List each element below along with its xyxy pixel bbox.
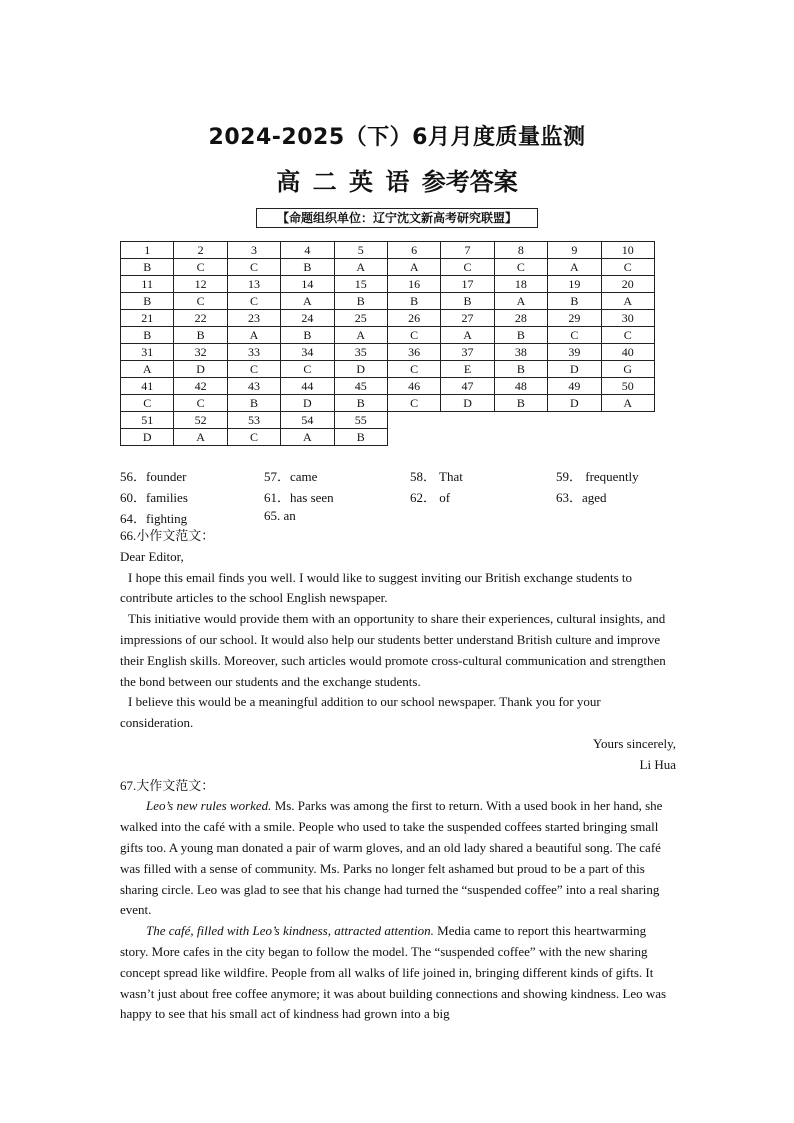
question-number: 18 xyxy=(494,276,547,293)
answer-letter: D xyxy=(174,361,227,378)
letter-signature: Li Hua xyxy=(639,756,676,772)
question-number: 33 xyxy=(227,344,280,361)
empty-cell xyxy=(441,429,494,446)
question-number: 21 xyxy=(121,310,174,327)
answer-row xyxy=(121,429,655,446)
question-number: 48 xyxy=(494,378,547,395)
question-number: 44 xyxy=(281,378,334,395)
answer-letter: B xyxy=(227,395,280,412)
question-number: 30 xyxy=(601,310,654,327)
fill-answer: 62． of xyxy=(410,490,451,505)
question-number: 5 xyxy=(334,242,387,259)
letter-paragraph: I believe this would be a meaningful addition to our school newspaper. Thank you for your consideration. xyxy=(120,694,601,731)
question-number: 37 xyxy=(441,344,494,361)
answer-letter: C xyxy=(281,361,334,378)
question-number: 4 xyxy=(281,242,334,259)
empty-cell xyxy=(494,412,547,429)
page-subtitle: 高 二 英 语 参考答案 xyxy=(276,168,518,196)
answer-letter: B xyxy=(334,293,387,310)
empty-cell xyxy=(441,412,494,429)
fill-row xyxy=(120,466,680,487)
fill-answer: 65. an xyxy=(264,508,296,523)
answer-letter: C xyxy=(121,395,174,412)
question-number: 31 xyxy=(121,344,174,361)
answer-letter: C xyxy=(548,327,601,344)
empty-cell xyxy=(601,429,654,446)
question-number: 32 xyxy=(174,344,227,361)
question-number: 55 xyxy=(334,412,387,429)
question-number-row xyxy=(121,310,655,327)
answer-letter: B xyxy=(174,327,227,344)
question-number: 3 xyxy=(227,242,280,259)
answer-letter: C xyxy=(601,259,654,276)
question-number: 34 xyxy=(281,344,334,361)
letter-paragraph: This initiative would provide them with an opportunity to share their experiences, cultural insights, and impressions of our school. It would also help our students better understand British culture and improve their English skills. Moreover, such articles would promote cross-cultural communication and strengthen the bond between our students and the exchange students. xyxy=(120,611,666,689)
answer-letter: D xyxy=(548,361,601,378)
answer-letter: C xyxy=(387,327,440,344)
empty-cell xyxy=(494,429,547,446)
answer-letter: B xyxy=(281,259,334,276)
paragraph-text: Media came to report this heartwarming story. More cafes in the city began to follow the model. The “suspended coffee” with the new sharing concept spread like wildfire. People from all walks of life joined in, bringing different kinds of gifts. It wasn’t just about free coffee anymore; it was about building connections and showing kindness. Leo was happy to see that his small act of kindness had grown into a big xyxy=(120,923,667,1022)
answer-letter: A xyxy=(601,293,654,310)
answer-letter: B xyxy=(334,429,387,446)
fill-answer: 57．came xyxy=(264,469,318,484)
question-number: 28 xyxy=(494,310,547,327)
answer-letter: B xyxy=(494,361,547,378)
answer-letter: A xyxy=(334,259,387,276)
question-number-row xyxy=(121,242,655,259)
letter-closing: Yours sincerely, xyxy=(592,735,676,751)
answer-letter: B xyxy=(441,293,494,310)
answer-letter: C xyxy=(227,429,280,446)
fill-answer: 59． frequently xyxy=(556,469,639,484)
essay-paragraph xyxy=(120,796,676,921)
question-number: 25 xyxy=(334,310,387,327)
question-number: 29 xyxy=(548,310,601,327)
answer-letter: D xyxy=(281,395,334,412)
question-number: 49 xyxy=(548,378,601,395)
answer-letter: B xyxy=(121,259,174,276)
question-number-row xyxy=(121,344,655,361)
answer-letter: C xyxy=(601,327,654,344)
empty-cell xyxy=(548,429,601,446)
empty-cell xyxy=(601,412,654,429)
essay-paragraph xyxy=(120,921,676,1025)
answer-letter: D xyxy=(121,429,174,446)
answer-letter: B xyxy=(121,293,174,310)
question-number: 17 xyxy=(441,276,494,293)
question-number: 43 xyxy=(227,378,280,395)
question-number: 6 xyxy=(387,242,440,259)
question-number: 27 xyxy=(441,310,494,327)
question-number: 14 xyxy=(281,276,334,293)
answer-letter: B xyxy=(281,327,334,344)
page-title: 2024-2025（下）6月月度质量监测 xyxy=(208,125,586,150)
answer-letter: B xyxy=(334,395,387,412)
fill-answer: 61．has seen xyxy=(264,490,334,505)
answer-letter: B xyxy=(121,327,174,344)
answer-letter: B xyxy=(494,395,547,412)
empty-cell xyxy=(387,429,440,446)
small-essay-label: 66.小作文范文： xyxy=(120,528,215,543)
question-number: 26 xyxy=(387,310,440,327)
answer-letter: A xyxy=(281,429,334,446)
question-number-row xyxy=(121,276,655,293)
question-number: 50 xyxy=(601,378,654,395)
answer-letter: C xyxy=(387,361,440,378)
question-number: 9 xyxy=(548,242,601,259)
fill-answer: 60．families xyxy=(120,490,188,505)
fill-row xyxy=(120,487,680,508)
question-number: 22 xyxy=(174,310,227,327)
question-number: 54 xyxy=(281,412,334,429)
answer-letter: A xyxy=(387,259,440,276)
small-essay xyxy=(120,526,676,1025)
fill-answer: 64．fighting xyxy=(120,511,188,526)
question-number: 19 xyxy=(548,276,601,293)
answer-letter: C xyxy=(441,259,494,276)
question-number: 46 xyxy=(387,378,440,395)
fill-answer: 56．founder xyxy=(120,469,187,484)
answer-letter: C xyxy=(174,259,227,276)
answer-row xyxy=(121,259,655,276)
question-number: 10 xyxy=(601,242,654,259)
organizer-box: 【命题组织单位：辽宁沈文新高考研究联盟】 xyxy=(256,208,538,228)
question-number: 40 xyxy=(601,344,654,361)
question-number: 45 xyxy=(334,378,387,395)
question-number: 24 xyxy=(281,310,334,327)
question-number: 2 xyxy=(174,242,227,259)
answer-table xyxy=(120,241,655,446)
answer-letter: A xyxy=(548,259,601,276)
question-number: 47 xyxy=(441,378,494,395)
answer-letter: C xyxy=(227,293,280,310)
answer-letter: D xyxy=(548,395,601,412)
question-number: 36 xyxy=(387,344,440,361)
answer-letter: C xyxy=(174,395,227,412)
answer-letter: E xyxy=(441,361,494,378)
question-number: 16 xyxy=(387,276,440,293)
answer-letter: C xyxy=(227,259,280,276)
letter-greeting: Dear Editor, xyxy=(120,548,184,564)
question-number: 39 xyxy=(548,344,601,361)
answer-letter: A xyxy=(334,327,387,344)
paragraph-lead-sentence: The café, filled with Leo’s kindness, attracted attention. xyxy=(146,923,434,939)
question-number: 13 xyxy=(227,276,280,293)
question-number: 42 xyxy=(174,378,227,395)
answer-letter: C xyxy=(174,293,227,310)
fill-answer: 63．aged xyxy=(556,490,607,505)
empty-cell xyxy=(387,412,440,429)
question-number: 7 xyxy=(441,242,494,259)
question-number: 51 xyxy=(121,412,174,429)
question-number: 20 xyxy=(601,276,654,293)
answer-letter: A xyxy=(441,327,494,344)
answer-letter: B xyxy=(548,293,601,310)
question-number: 12 xyxy=(174,276,227,293)
question-number: 53 xyxy=(227,412,280,429)
paragraph-lead-sentence: Leo’s new rules worked. xyxy=(146,798,272,814)
empty-cell xyxy=(548,412,601,429)
question-number: 23 xyxy=(227,310,280,327)
fill-answer: 58． That xyxy=(410,469,463,484)
question-number: 15 xyxy=(334,276,387,293)
answer-letter: C xyxy=(494,259,547,276)
fill-blank-answers xyxy=(120,466,680,529)
large-essay-label: 67.大作文范文： xyxy=(120,777,215,793)
answer-letter: D xyxy=(441,395,494,412)
letter-paragraph: I hope this email finds you well. I would like to suggest inviting our British exchange students to contribute articles to the school English newspaper. xyxy=(120,569,633,606)
question-number: 1 xyxy=(121,242,174,259)
question-number-row xyxy=(121,378,655,395)
answer-letter: C xyxy=(387,395,440,412)
answer-letter: A xyxy=(227,327,280,344)
question-number: 38 xyxy=(494,344,547,361)
answer-letter: B xyxy=(494,327,547,344)
answer-letter: C xyxy=(227,361,280,378)
question-number: 11 xyxy=(121,276,174,293)
question-number-row xyxy=(121,412,655,429)
question-number: 35 xyxy=(334,344,387,361)
answer-row xyxy=(121,293,655,310)
answer-letter: A xyxy=(121,361,174,378)
answer-row xyxy=(121,361,655,378)
question-number: 8 xyxy=(494,242,547,259)
answer-letter: G xyxy=(601,361,654,378)
answer-letter: A xyxy=(281,293,334,310)
answer-letter: A xyxy=(601,395,654,412)
answer-letter: A xyxy=(494,293,547,310)
question-number: 52 xyxy=(174,412,227,429)
answer-row xyxy=(121,327,655,344)
paragraph-text: Ms. Parks was among the first to return. With a used book in her hand, she walked into the café with a smile. People who used to take the suspended coffees started bringing small gifts too. A young man donated a pair of warm gloves, and an old lady shared a beautiful song. The café was filled with a sense of community. Ms. Parks no longer felt ashamed but proud to be a part of this sharing circle. Leo was glad to see that his change had turned the “suspended coffee” into a real sharing event. xyxy=(120,798,663,918)
answer-letter: B xyxy=(387,293,440,310)
answer-letter: A xyxy=(174,429,227,446)
question-number: 41 xyxy=(121,378,174,395)
answer-letter: D xyxy=(334,361,387,378)
answer-row xyxy=(121,395,655,412)
